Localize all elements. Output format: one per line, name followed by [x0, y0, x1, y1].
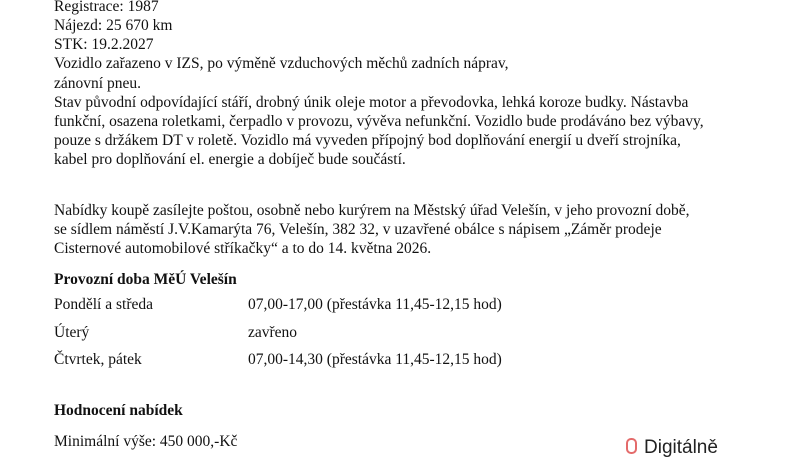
office-hours-time: 07,00-14,30 (přestávka 11,45-12,15 hod): [248, 351, 502, 368]
office-hours-day: Pondělí a středa: [54, 296, 154, 313]
offers-paragraph-line-3: Cisternové automobilové stříkačky“ a to do 14. května 2026.: [54, 240, 432, 257]
evaluation-heading: Hodnocení nabídek: [54, 402, 183, 419]
stamp-text: Digitálně: [644, 437, 718, 458]
vehicle-state-line-2: funkční, osazena roletkami, čerpadlo v provozu, vývěva nefunkční. Vozidlo bude prodáváno bez výbavy,: [54, 113, 704, 130]
offers-paragraph-line-1: Nabídky koupě zasílejte poštou, osobně nebo kurýrem na Městský úřad Velešín, v jeho provozní době,: [54, 202, 690, 219]
office-hours-heading: Provozní doba MěÚ Velešín: [54, 271, 237, 288]
digital-signature-stamp: [626, 437, 718, 459]
office-hours-time: zavřeno: [248, 324, 298, 341]
vehicle-state-line-3: pouze s držákem DT v roletě. Vozidlo má vyveden přípojný bod doplňování energií u dveří strojníka,: [54, 132, 681, 149]
vehicle-state-line-1: Stav původní odpovídající stáří, drobný únik oleje motor a převodovka, lehká koroze budky. Nástavba: [54, 94, 689, 111]
vehicle-description-line-1: Vozidlo zařazeno v IZS, po výměně vzduchových měchů zadních náprav,: [54, 55, 509, 72]
office-hours-day: Čtvrtek, pátek: [54, 351, 142, 368]
vehicle-description-line-2: zánovní pneu.: [54, 75, 141, 92]
office-hours-time: 07,00-17,00 (přestávka 11,45-12,15 hod): [248, 296, 502, 313]
office-hours-day: Úterý: [54, 324, 90, 341]
vehicle-state-line-4: kabel pro doplňování el. energie a dobíječ bude součástí.: [54, 151, 406, 168]
minimum-price-text: Minimální výše: 450 000,-Kč: [54, 433, 238, 450]
signature-mark-icon: [626, 438, 637, 454]
stk-text: STK: 19.2.2027: [54, 36, 154, 53]
offers-paragraph-line-2: se sídlem náměstí J.V.Kamarýta 76, Velešín, 382 32, v uzavřené obálce s nápisem „Záměr prodeje: [54, 221, 662, 238]
mileage-text: Nájezd: 25 670 km: [54, 17, 173, 34]
registration-text: Registrace: 1987: [54, 0, 159, 15]
